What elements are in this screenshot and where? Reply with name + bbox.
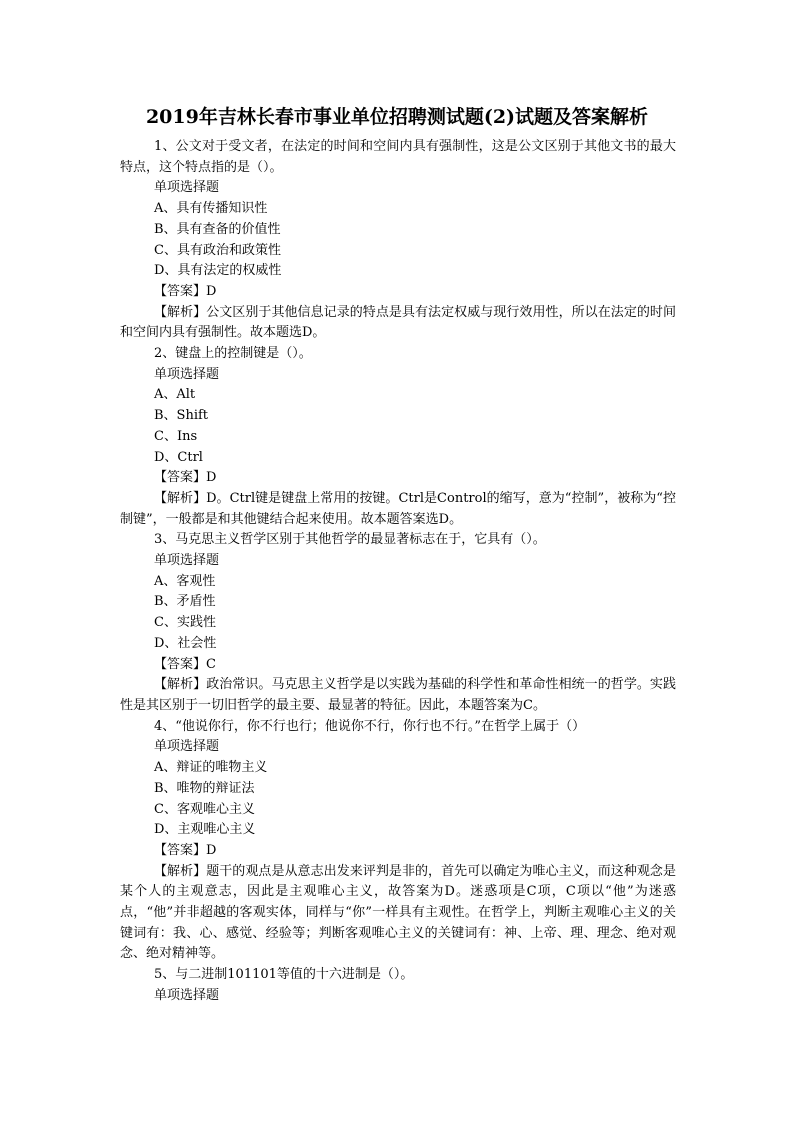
question-type: 单项选择题 xyxy=(154,987,220,1003)
question-4 xyxy=(120,717,676,965)
option-b: B、具有查备的价值性 xyxy=(154,221,281,237)
page-title: 2019年吉林长春市事业单位招聘测试题(2)试题及答案解析 xyxy=(145,106,649,128)
option-c: C、客观唯心主义 xyxy=(154,801,255,817)
question-type: 单项选择题 xyxy=(154,180,220,196)
question-1 xyxy=(120,137,676,344)
option-d: D、具有法定的权威性 xyxy=(154,263,282,279)
option-a: A、Alt xyxy=(154,387,196,403)
answer-value: D xyxy=(206,470,217,486)
option-b: B、矛盾性 xyxy=(154,594,216,610)
option-d: D、社会性 xyxy=(154,635,217,651)
question-3 xyxy=(120,530,676,716)
analysis-text: D。Ctrl键是键盘上常用的按键。Ctrl是Control的缩写，意为“控制”，被称为“控制键”，一般都是和其他键结合起来使用。故本题答案选D。 xyxy=(120,490,676,527)
option-a: A、辩证的唯物主义 xyxy=(154,760,268,776)
question-stem: 5、与二进制101101等值的十六进制是（）。 xyxy=(154,967,414,983)
question-2 xyxy=(120,344,676,530)
analysis-tag: 【解析】 xyxy=(154,304,207,320)
option-c: C、具有政治和政策性 xyxy=(154,242,281,258)
option-c: C、实践性 xyxy=(154,615,216,631)
answer-tag: 【答案】 xyxy=(154,470,207,486)
analysis-text: 政治常识。马克思主义哲学是以实践为基础的科学性和革命性相统一的哲学。实践性是其区别于一切旧哲学的最主要、最显著的特征。因此，本题答案为C。 xyxy=(120,677,676,713)
answer-tag: 【答案】 xyxy=(154,656,207,672)
question-stem: 1、公文对于受文者，在法定的时间和空间内具有强制性，这是公文区别于其他文书的最大特点，这个特点指的是（）。 xyxy=(120,139,676,175)
option-b: B、唯物的辩证法 xyxy=(154,780,255,796)
option-c: C、Ins xyxy=(154,428,198,444)
answer-tag: 【答案】 xyxy=(154,842,207,858)
option-d: D、Ctrl xyxy=(154,449,203,465)
answer-value: C xyxy=(206,656,216,672)
question-type: 单项选择题 xyxy=(154,739,220,755)
answer-value: D xyxy=(206,842,217,858)
question-stem: 3、马克思主义哲学区别于其他哲学的最显著标志在于，它具有（）。 xyxy=(154,532,546,548)
analysis-text: 公文区别于其他信息记录的特点是具有法定权威与现行效用性，所以在法定的时间和空间内具有强制性。故本题选D。 xyxy=(120,304,676,341)
question-type: 单项选择题 xyxy=(154,366,220,382)
answer-line xyxy=(120,468,676,489)
option-b: B、Shift xyxy=(154,408,209,424)
option-a: A、客观性 xyxy=(154,573,216,589)
answer-value: D xyxy=(206,283,217,299)
analysis-line xyxy=(120,675,676,716)
question-stem: 4、“他说你行，你不行也行；他说你不行，你行也不行。”在哲学上属于（） xyxy=(154,718,586,734)
analysis-tag: 【解析】 xyxy=(154,677,207,693)
analysis-line xyxy=(120,862,676,966)
document-body xyxy=(120,137,676,1007)
answer-line xyxy=(120,841,676,862)
analysis-line xyxy=(120,489,676,530)
analysis-tag: 【解析】 xyxy=(154,863,207,879)
question-stem: 2、键盘上的控制键是（）。 xyxy=(154,346,312,362)
option-d: D、主观唯心主义 xyxy=(154,822,256,838)
answer-line xyxy=(120,655,676,676)
option-a: A、具有传播知识性 xyxy=(154,201,268,217)
answer-tag: 【答案】 xyxy=(154,283,207,299)
answer-line xyxy=(120,282,676,303)
question-type: 单项选择题 xyxy=(154,553,220,569)
question-5 xyxy=(120,965,676,1006)
analysis-text: 题干的观点是从意志出发来评判是非的，首先可以确定为唯心主义，而这种观念是某个人的主观意志，因此是主观唯心主义，故答案为D。迷惑项是C项，C项以“他”为迷惑点，“他”并非超越的客观实体，同样与“你”一样具有主观性。在哲学上，判断主观唯心主义的关键词有：我、心、感觉、经验等；判断客观唯心主义的关键词有：神、上帝、理、理念、绝对观念、绝对精神等。 xyxy=(120,863,676,962)
analysis-tag: 【解析】 xyxy=(154,490,207,506)
analysis-line xyxy=(120,303,676,344)
